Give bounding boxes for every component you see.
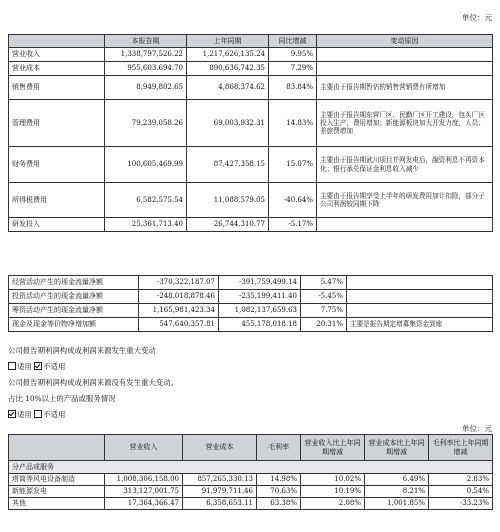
current-value: 79,239,058.26 bbox=[105, 100, 187, 147]
table-row bbox=[9, 276, 493, 290]
table-row bbox=[9, 318, 493, 332]
cost-value: 6,358,653.11 bbox=[183, 498, 257, 510]
row-label: 经营活动产生的现金流量净额 bbox=[9, 276, 139, 290]
table-row bbox=[9, 290, 493, 304]
current-value: 955,603,694.70 bbox=[105, 62, 187, 76]
profit-structure-change-text: 公司报告期利润构成或利润来源发生重大变动 bbox=[8, 346, 156, 355]
table-row bbox=[9, 147, 493, 183]
no-change-statement: 公司报告期利润构成或利润来源没有发生重大变动。 bbox=[8, 378, 178, 387]
prior-value: -391,759,499.14 bbox=[219, 276, 301, 290]
header-cell bbox=[9, 435, 105, 461]
current-value: -248,018,878.46 bbox=[139, 290, 219, 304]
change-value: -5.17% bbox=[269, 218, 317, 232]
prior-value: 890,636,742.35 bbox=[187, 62, 269, 76]
revenue-value: 17,364,366.47 bbox=[105, 498, 183, 510]
row-label: 新能源发电 bbox=[9, 486, 105, 498]
change-reason: 主要由于报告期武川项目并网发电后，融资利息不再资本化；银行承兑保证金利息收入减少 bbox=[317, 147, 493, 183]
change-value: -5.45% bbox=[301, 290, 347, 304]
table-row bbox=[9, 474, 493, 486]
current-value: 1,338,797,526.22 bbox=[105, 48, 187, 62]
current-value: -370,322,187.07 bbox=[139, 276, 219, 290]
change-value: 15.07% bbox=[269, 147, 317, 183]
revenue-value: 313,127,001.75 bbox=[105, 486, 183, 498]
row-label: 塔筒等风电设备制造 bbox=[9, 474, 105, 486]
gross-margin-value: 14.98% bbox=[257, 474, 301, 486]
row-label: 管理费用 bbox=[9, 100, 105, 147]
row-label: 营业成本 bbox=[9, 62, 105, 76]
applicability-choice-1 bbox=[8, 361, 65, 372]
table-row bbox=[9, 183, 493, 218]
revenue-change-value: 10.02% bbox=[301, 474, 365, 486]
table-row bbox=[9, 100, 493, 147]
choice-label: 不适用 bbox=[43, 410, 66, 419]
table-row bbox=[9, 76, 493, 100]
header-cell: 同比增减 bbox=[269, 35, 317, 48]
table-header-row bbox=[9, 35, 493, 48]
current-value: 25,361,713.40 bbox=[105, 218, 187, 232]
change-reason: 主要由于报告期享受上半年的研发费用加计扣除，部分子公司利润较同期下降 bbox=[317, 183, 493, 218]
choice-label: 适用 bbox=[17, 362, 32, 371]
change-value: 7.29% bbox=[269, 62, 317, 76]
row-label: 投资活动产生的现金流量净额 bbox=[9, 290, 139, 304]
table-row bbox=[9, 62, 493, 76]
gross-margin-value: 70.63% bbox=[257, 486, 301, 498]
table-header-row bbox=[9, 435, 493, 461]
header-cell: 营业成本比上年同期增减 bbox=[365, 435, 429, 461]
change-reason: 主要是报告期定增募集资金到账 bbox=[347, 318, 493, 332]
prior-value: 69,003,932.31 bbox=[187, 100, 269, 147]
row-label: 营业收入 bbox=[9, 48, 105, 62]
segment-row bbox=[9, 461, 493, 474]
gross-margin-change-value: -33.23% bbox=[429, 498, 493, 510]
revenue-change-value: 2.08% bbox=[301, 498, 365, 510]
revenue-value: 1,008,306,158.00 bbox=[105, 474, 183, 486]
header-cell: 变动原因 bbox=[317, 35, 493, 48]
row-label: 研发投入 bbox=[9, 218, 105, 232]
applicability-choice-2 bbox=[8, 409, 65, 420]
current-value: 8,949,802.65 bbox=[105, 76, 187, 100]
current-value: 100,605,469.99 bbox=[105, 147, 187, 183]
row-label: 现金及现金等价物净增加额 bbox=[9, 318, 139, 332]
choice-label: 适用 bbox=[17, 410, 32, 419]
change-reason: 主要由于报告期暂估的销售营销费有所增加 bbox=[317, 76, 493, 100]
checkbox-applicable[interactable] bbox=[8, 410, 16, 418]
cost-change-value: 8.21% bbox=[365, 486, 429, 498]
change-reason bbox=[317, 48, 493, 62]
change-value: 14.83% bbox=[269, 100, 317, 147]
change-value: 83.84% bbox=[269, 76, 317, 100]
revenue-change-value: 10.19% bbox=[301, 486, 365, 498]
unit-label-top: 单位：元 bbox=[462, 13, 492, 22]
table-row bbox=[9, 486, 493, 498]
checkbox-not-applicable[interactable] bbox=[34, 362, 42, 370]
current-value: 547,640,357.81 bbox=[139, 318, 219, 332]
prior-value: 87,427,358.15 bbox=[187, 147, 269, 183]
header-cell: 营业成本 bbox=[183, 435, 257, 461]
header-cell: 毛利率比上年同期增减 bbox=[429, 435, 493, 461]
table-row bbox=[9, 218, 493, 232]
choice-label: 不适用 bbox=[43, 362, 66, 371]
prior-value: 455,178,018.18 bbox=[219, 318, 301, 332]
product-breakdown-table bbox=[8, 434, 493, 510]
change-value: 20.31% bbox=[301, 318, 347, 332]
change-reason bbox=[347, 304, 493, 318]
unit-label-bottom: 单位：元 bbox=[462, 424, 492, 433]
change-value: -40.64% bbox=[269, 183, 317, 218]
prior-value: 1,082,137,659.63 bbox=[219, 304, 301, 318]
row-label: 销售费用 bbox=[9, 76, 105, 100]
change-reason bbox=[317, 218, 493, 232]
checkbox-not-applicable[interactable] bbox=[34, 410, 42, 418]
row-label: 财务费用 bbox=[9, 147, 105, 183]
gross-margin-change-value: 0.54% bbox=[429, 486, 493, 498]
table-row bbox=[9, 48, 493, 62]
change-value: 5.47% bbox=[301, 276, 347, 290]
prior-value: 1,217,626,135.24 bbox=[187, 48, 269, 62]
segment-label: 分产品或服务 bbox=[9, 461, 493, 474]
change-value: 9.95% bbox=[269, 48, 317, 62]
change-reason bbox=[347, 276, 493, 290]
gross-margin-value: 63.38% bbox=[257, 498, 301, 510]
header-cell bbox=[9, 35, 105, 48]
change-reason bbox=[317, 62, 493, 76]
header-cell: 营业收入比上年同期增减 bbox=[301, 435, 365, 461]
header-cell: 毛利率 bbox=[257, 435, 301, 461]
header-cell: 营业收入 bbox=[105, 435, 183, 461]
cost-change-value: 1,001.85% bbox=[365, 498, 429, 510]
prior-value: 11,088,579.05 bbox=[187, 183, 269, 218]
cost-value: 857,265,330.13 bbox=[183, 474, 257, 486]
header-cell: 上年同期 bbox=[187, 35, 269, 48]
change-value: 7.75% bbox=[301, 304, 347, 318]
gross-margin-change-value: 2.83% bbox=[429, 474, 493, 486]
table-row bbox=[9, 304, 493, 318]
current-value: 6,582,575.54 bbox=[105, 183, 187, 218]
header-cell: 本报告期 bbox=[105, 35, 187, 48]
change-reason bbox=[347, 290, 493, 304]
current-value: 1,165,981,423.34 bbox=[139, 304, 219, 318]
cost-change-value: 6.49% bbox=[365, 474, 429, 486]
income-items-table bbox=[8, 34, 493, 232]
row-label: 筹资活动产生的现金流量净额 bbox=[9, 304, 139, 318]
row-label: 所得税费用 bbox=[9, 183, 105, 218]
products-over-10pct-text: 占比 10%以上的产品或服务情况 bbox=[8, 394, 116, 403]
row-label: 其他 bbox=[9, 498, 105, 510]
table-row bbox=[9, 498, 493, 510]
prior-value: -235,199,411.40 bbox=[219, 290, 301, 304]
change-reason: 主要由于报告期东营厂区、民勤厂区开工建设，包头厂区投入生产，费用增加；新能源板块加大开发力度，人员、差旅费增加 bbox=[317, 100, 493, 147]
prior-value: 26,744,310.77 bbox=[187, 218, 269, 232]
cost-value: 91,979,711.46 bbox=[183, 486, 257, 498]
checkbox-applicable[interactable] bbox=[8, 362, 16, 370]
cash-flow-table bbox=[8, 275, 493, 332]
prior-value: 4,868,374.62 bbox=[187, 76, 269, 100]
